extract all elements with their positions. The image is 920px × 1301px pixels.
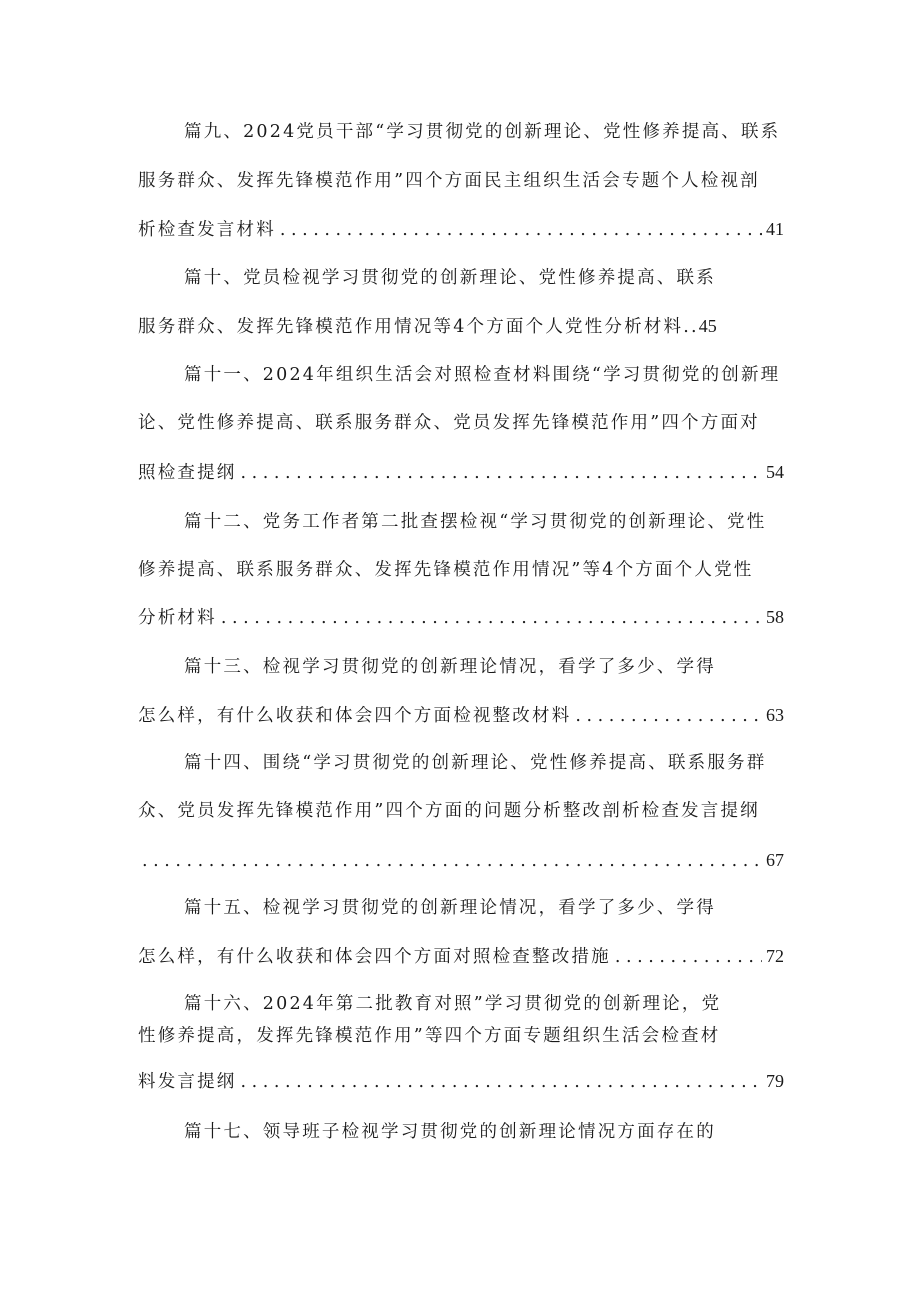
toc-entry-line: 篇十五、检视学习贯彻党的创新理论情况，看学了多少、学得 — [184, 898, 716, 918]
page-number: 54 — [766, 462, 784, 482]
dot-leader — [221, 603, 762, 632]
page-number: 58 — [766, 607, 784, 627]
page-number: 45 — [698, 316, 717, 336]
toc-entry-text: 怎么样，有什么收获和体会四个方面对照检查整改措施 — [138, 947, 611, 967]
toc-entry-line: 篇十三、检视学习贯彻党的创新理论情况，看学了多少、学得 — [184, 657, 716, 677]
toc-entry-line: 修养提高、联系服务群众、发挥先锋模范作用情况”等4个方面个人党性 — [138, 560, 754, 580]
toc-entry-line: 篇十六、2024年第二批教育对照”学习贯彻党的创新理论，党 — [184, 994, 722, 1014]
toc-entry-text: 服务群众、发挥先锋模范作用情况等4个方面个人党性分析材料.. — [138, 317, 699, 337]
toc-entry-leader-line[interactable] — [138, 311, 784, 341]
toc-entry-line: 篇十四、围绕“学习贯彻党的创新理论、党性修养提高、联系服务群 — [184, 753, 767, 773]
toc-entry-line: 篇十、党员检视学习贯彻党的创新理论、党性修养提高、联系 — [184, 268, 716, 288]
toc-entry-line: 篇十二、党务工作者第二批查摆检视“学习贯彻党的创新理论、党性 — [184, 512, 767, 532]
toc-entry-line: 篇九、2024党员干部“学习贯彻党的创新理论、党性修养提高、联系 — [184, 122, 781, 142]
toc-entry-line: 论、党性修养提高、联系服务群众、党员发挥先锋模范作用”四个方面对 — [138, 413, 760, 433]
dot-leader — [241, 1067, 763, 1096]
toc-entry-leader-line[interactable] — [138, 457, 784, 487]
dot-leader — [615, 942, 762, 971]
toc-entry-text: 照检查提纲 — [138, 463, 237, 483]
page-number: 41 — [766, 219, 784, 239]
dot-leader — [142, 846, 762, 875]
toc-entry-line: 服务群众、发挥先锋模范作用”四个方面民主组织生活会专题个人检视剖 — [138, 171, 760, 191]
toc-entry-line: 性修养提高，发挥先锋模范作用”等四个方面专题组织生活会检查材 — [138, 1026, 721, 1046]
page-number: 67 — [766, 850, 784, 870]
toc-entry-text: 料发言提纲 — [138, 1072, 237, 1092]
toc-entry-leader-line[interactable] — [138, 1066, 784, 1096]
toc-entry-line: 篇十七、领导班子检视学习贯彻党的创新理论情况方面存在的 — [184, 1122, 716, 1142]
toc-entry-leader-line[interactable] — [138, 941, 784, 971]
dot-leader — [575, 701, 762, 730]
toc-entry-line: 篇十一、2024年组织生活会对照检查材料围绕“学习贯彻党的创新理 — [184, 365, 781, 385]
toc-entry-text: 怎么样，有什么收获和体会四个方面检视整改材料 — [138, 706, 572, 726]
toc-entry-leader-line[interactable] — [138, 602, 784, 632]
dot-leader — [241, 458, 763, 487]
toc-entry-leader-line[interactable] — [138, 700, 784, 730]
page-number: 72 — [766, 946, 784, 966]
page-number: 63 — [766, 705, 784, 725]
toc-entry-text: 分析材料 — [138, 608, 217, 628]
toc-entry-line: 众、党员发挥先锋模范作用”四个方面的问题分析整改剖析检查发言提纲 — [138, 801, 760, 821]
toc-entry-leader-line[interactable] — [138, 214, 784, 244]
toc-entry-leader-line[interactable] — [138, 845, 784, 875]
page-number: 79 — [766, 1071, 784, 1091]
toc-entry-text: 析检查发言材料 — [138, 220, 276, 240]
dot-leader — [280, 215, 762, 244]
